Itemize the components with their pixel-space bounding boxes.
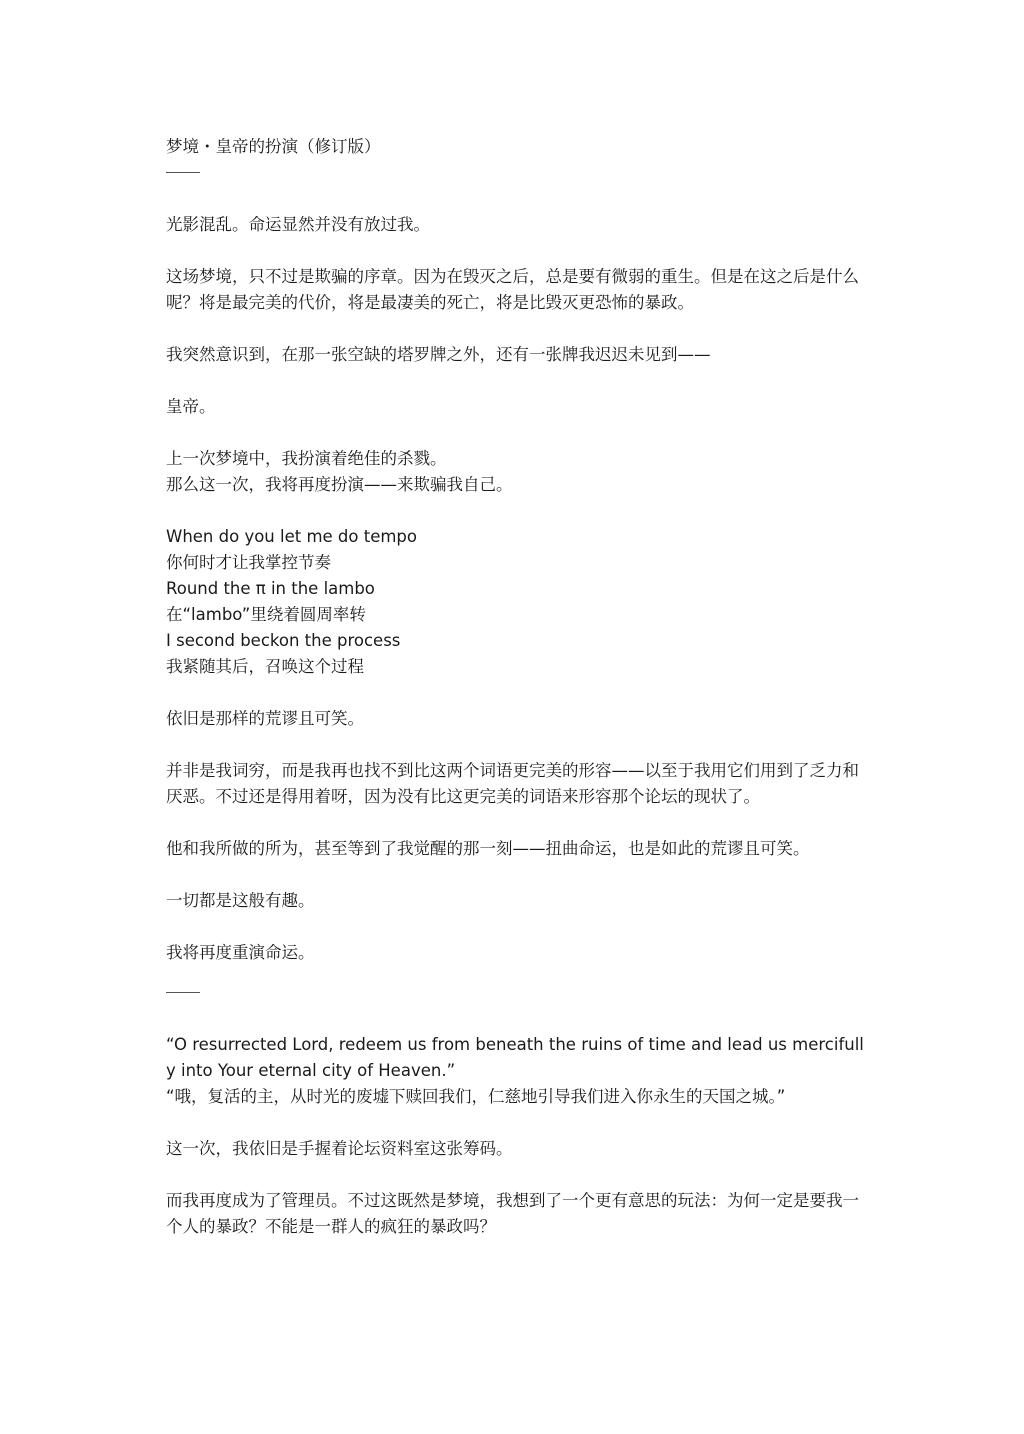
section-2 — [166, 1032, 866, 1240]
text-line: 并非是我词穷，而是我再也找不到比这两个词语更完美的形容——以至于我用它们用到了乏力和厌恶。不过还是得用着呀，因为没有比这更完美的词语来形容那个论坛的现状了。 — [166, 761, 859, 806]
text-line: 我突然意识到，在那一张空缺的塔罗牌之外，还有一张牌我迟迟未见到—— — [166, 345, 711, 364]
text-line: 这一次，我依旧是手握着论坛资料室这张筹码。 — [166, 1139, 513, 1158]
paragraph — [166, 446, 866, 498]
document-page — [166, 134, 866, 1266]
section-divider — [166, 992, 200, 993]
text-line: Round the π in the lambo — [166, 579, 375, 598]
paragraph — [166, 1136, 866, 1162]
text-line: “O resurrected Lord, redeem us from beneath the ruins of time and lead us mercifully into Your eternal city of Heaven.” — [166, 1035, 864, 1080]
text-line: 光影混乱。命运显然并没有放过我。 — [166, 215, 430, 234]
paragraph — [166, 524, 866, 680]
text-line: I second beckon the process — [166, 631, 401, 650]
text-line: 依旧是那样的荒谬且可笑。 — [166, 709, 364, 728]
section-1 — [166, 212, 866, 966]
text-line: 皇帝。 — [166, 397, 216, 416]
paragraph — [166, 836, 866, 862]
paragraph — [166, 394, 866, 420]
text-line: 在“lambo”里绕着圆周率转 — [166, 605, 366, 624]
paragraph — [166, 1032, 866, 1110]
paragraph — [166, 1188, 866, 1240]
text-line: 这场梦境，只不过是欺骗的序章。因为在毁灭之后，总是要有微弱的重生。但是在这之后是什么呢？将是最完美的代价，将是最凄美的死亡，将是比毁灭更恐怖的暴政。 — [166, 267, 859, 312]
text-line: 他和我所做的所为，甚至等到了我觉醒的那一刻——扭曲命运，也是如此的荒谬且可笑。 — [166, 839, 810, 858]
paragraph — [166, 888, 866, 914]
paragraph — [166, 706, 866, 732]
text-line: When do you let me do tempo — [166, 527, 417, 546]
text-line: 那么这一次，我将再度扮演——来欺骗我自己。 — [166, 475, 513, 494]
text-line: 我紧随其后，召唤这个过程 — [166, 657, 364, 676]
text-line: 我将再度重演命运。 — [166, 943, 315, 962]
paragraph — [166, 264, 866, 316]
paragraph — [166, 342, 866, 368]
text-line: 一切都是这般有趣。 — [166, 891, 315, 910]
text-line: 你何时才让我掌控节奏 — [166, 553, 331, 572]
section-divider — [166, 172, 200, 173]
text-line: 而我再度成为了管理员。不过这既然是梦境，我想到了一个更有意思的玩法：为何一定是要我一个人的暴政？不能是一群人的疯狂的暴政吗？ — [166, 1191, 859, 1236]
text-line: “哦，复活的主，从时光的废墟下赎回我们，仁慈地引导我们进入你永生的天国之城。” — [166, 1087, 786, 1106]
text-line: 上一次梦境中，我扮演着绝佳的杀戮。 — [166, 449, 447, 468]
paragraph — [166, 940, 866, 966]
paragraph — [166, 758, 866, 810]
paragraph — [166, 212, 866, 238]
document-title: 梦境・皇帝的扮演（修订版） — [166, 137, 381, 156]
